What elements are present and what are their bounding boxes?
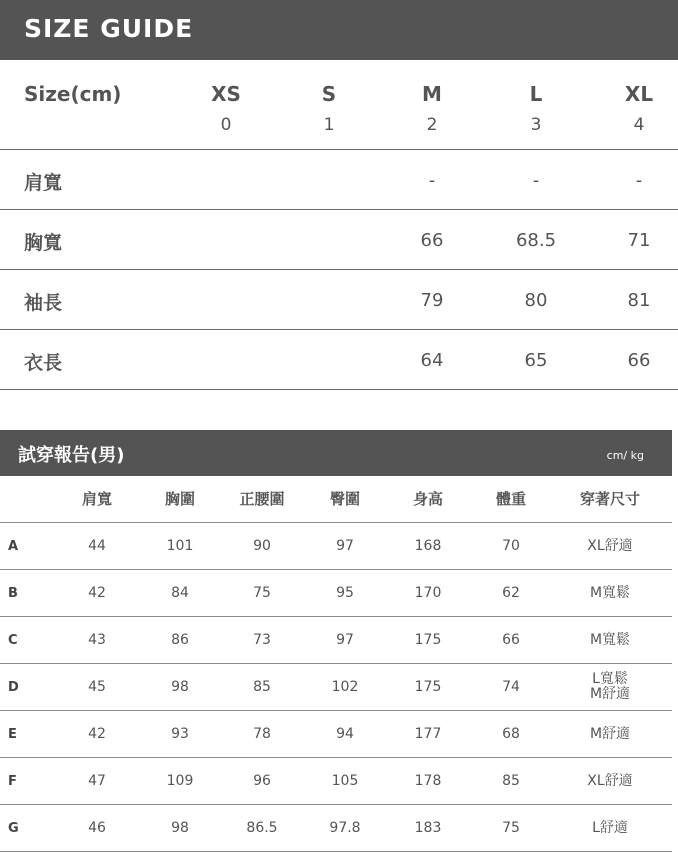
cell-value: 81 [627, 290, 651, 311]
size-row-length [0, 330, 678, 390]
cell-value: 98 [171, 678, 189, 695]
table-row [0, 805, 672, 852]
cell-value: 95 [336, 584, 354, 601]
size-xl-number: 4 [633, 115, 645, 135]
cell-value: 74 [502, 678, 520, 695]
size-row-shoulder [0, 150, 678, 210]
cell-value: 84 [171, 584, 189, 601]
cell-value: 75 [253, 584, 271, 601]
tester-id: A [8, 538, 19, 554]
tester-id: G [8, 820, 19, 836]
cell-value: 178 [414, 772, 442, 789]
column-header: 體重 [495, 489, 526, 508]
cell-value: 66 [502, 631, 520, 648]
size-guide-header [0, 0, 678, 60]
cell-value: 96 [253, 772, 271, 789]
fit-cell [560, 523, 660, 569]
fit-cell [560, 570, 660, 616]
cell-value: 66 [627, 350, 651, 371]
cell-value: 42 [88, 584, 106, 601]
row-label: 衣長 [24, 352, 63, 374]
size-m-number: 2 [426, 115, 438, 135]
fit-cell [560, 664, 660, 710]
cell-value: 78 [253, 725, 271, 742]
cell-value: 102 [331, 678, 359, 695]
size-row-chest [0, 210, 678, 270]
try-on-title: 試穿報告(男) [18, 445, 125, 466]
table-row [0, 664, 672, 711]
cell-value: 97 [336, 631, 354, 648]
tester-id: C [8, 632, 18, 648]
cell-value: 168 [414, 537, 442, 554]
cell-value: 97 [336, 537, 354, 554]
cell-value: 175 [414, 631, 442, 648]
cell-value: 66 [420, 230, 444, 251]
cell-value: 43 [88, 631, 106, 648]
cell-value: 75 [502, 819, 520, 836]
table-row [0, 570, 672, 617]
cell-value: 44 [88, 537, 106, 554]
fit-label: XL舒適 [587, 537, 633, 554]
fit-label: L舒適 [592, 819, 628, 836]
cell-value: 80 [524, 290, 548, 311]
size-xl: XL [624, 82, 654, 106]
column-header: 胸圍 [164, 489, 195, 508]
cell-value: 85 [502, 772, 520, 789]
cell-value: 86 [171, 631, 189, 648]
cell-value: 47 [88, 772, 106, 789]
try-on-header-row [0, 476, 672, 523]
fit-cell [560, 617, 660, 663]
cell-value: 45 [88, 678, 106, 695]
size-l: L [529, 82, 543, 106]
try-on-header [0, 430, 672, 476]
fit-label: M寬鬆 [589, 584, 631, 601]
cell-value: - [428, 170, 436, 191]
fit-label: L寬鬆 [592, 671, 628, 687]
size-s: S [321, 82, 337, 106]
cell-value: 170 [414, 584, 442, 601]
fit-label: M舒適 [589, 725, 631, 742]
cell-value: 109 [166, 772, 194, 789]
size-s-number: 1 [323, 115, 335, 135]
fit-cell [560, 805, 660, 851]
cell-value: 79 [420, 290, 444, 311]
column-header: 肩寬 [81, 489, 112, 508]
size-guide-header-row [0, 60, 678, 150]
fit-label: XL舒適 [587, 772, 633, 789]
column-header: 身高 [412, 489, 443, 508]
tester-id: D [8, 679, 19, 695]
fit-cell [560, 758, 660, 804]
size-m: M [422, 82, 442, 106]
cell-value: - [635, 170, 643, 191]
cell-value: 90 [253, 537, 271, 554]
fit-label: M舒適 [589, 686, 631, 702]
cell-value: 175 [414, 678, 442, 695]
cell-value: 177 [414, 725, 442, 742]
cell-value: 73 [253, 631, 271, 648]
table-row [0, 617, 672, 664]
cell-value: 97.8 [329, 819, 361, 836]
cell-value: 101 [166, 537, 194, 554]
cell-value: 46 [88, 819, 106, 836]
cell-value: 62 [502, 584, 520, 601]
table-row [0, 523, 672, 570]
size-guide-table [0, 60, 678, 390]
size-unit-label: Size(cm) [24, 82, 122, 106]
tester-id: E [8, 726, 17, 742]
try-on-table [0, 476, 672, 852]
row-label: 胸寬 [24, 232, 63, 254]
row-label: 肩寬 [24, 172, 63, 194]
try-on-body [0, 523, 672, 852]
row-label: 袖長 [24, 292, 63, 314]
column-header: 正腰圍 [239, 489, 285, 508]
fit-label: M寬鬆 [589, 631, 631, 648]
table-row [0, 758, 672, 805]
tester-id: B [8, 585, 18, 601]
size-guide-title: SIZE GUIDE [24, 14, 194, 43]
size-xs: XS [211, 82, 241, 106]
size-l-number: 3 [530, 115, 542, 135]
cell-value: - [532, 170, 540, 191]
cell-value: 64 [420, 350, 444, 371]
cell-value: 68.5 [515, 230, 557, 251]
cell-value: 94 [336, 725, 354, 742]
cell-value: 93 [171, 725, 189, 742]
cell-value: 68 [502, 725, 520, 742]
cell-value: 183 [414, 819, 442, 836]
tester-id: F [8, 773, 17, 789]
size-row-sleeve [0, 270, 678, 330]
cell-value: 86.5 [246, 819, 278, 836]
cell-value: 42 [88, 725, 106, 742]
cell-value: 71 [627, 230, 651, 251]
size-xs-number: 0 [220, 115, 232, 135]
column-header: 臀圍 [329, 489, 360, 508]
cell-value: 98 [171, 819, 189, 836]
cell-value: 85 [253, 678, 271, 695]
cell-value: 65 [524, 350, 548, 371]
fit-cell [560, 711, 660, 757]
column-header: 穿著尺寸 [579, 489, 640, 508]
cell-value: 70 [502, 537, 520, 554]
unit-label: cm/ kg [606, 449, 644, 462]
table-row [0, 711, 672, 758]
cell-value: 105 [331, 772, 359, 789]
